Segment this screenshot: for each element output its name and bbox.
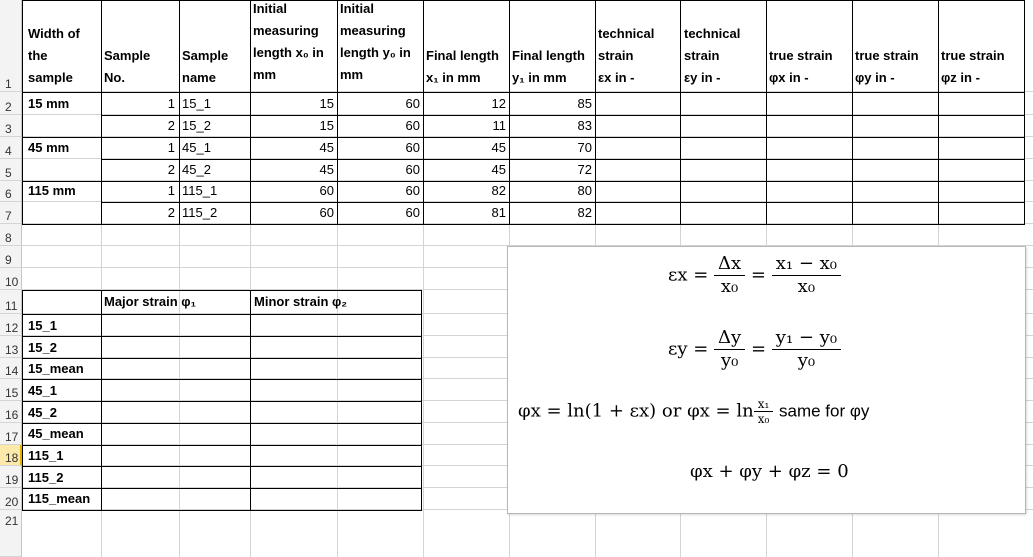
- row-header-12[interactable]: 12: [0, 314, 22, 336]
- row-header-13[interactable]: 13: [0, 336, 22, 358]
- header-tech-strain-y: technical strain εy in -: [684, 26, 741, 85]
- row-header-11[interactable]: 11: [0, 290, 22, 314]
- border-line: [22, 401, 422, 402]
- row-header-16[interactable]: 16: [0, 401, 22, 423]
- row-header-6[interactable]: 6: [0, 181, 22, 202]
- header-major-strain: Major strain φ₁: [104, 294, 196, 309]
- header-final-y1: Final length y₁ in mm: [512, 48, 585, 85]
- cell-x0[interactable]: 60: [319, 183, 334, 198]
- grid-row: [22, 224, 1033, 246]
- cell-x0[interactable]: 60: [319, 205, 334, 220]
- formula-eps-x: εx = $\frac{\Delta x}{\text{x₀}}$ = $\frac{\text{x₁ − x₀}}{\text{x₀}}$: [668, 253, 841, 298]
- header-final-x1: Final length x₁ in mm: [426, 48, 499, 85]
- cell-sample-name[interactable]: 115_2: [182, 205, 218, 220]
- cell-sample-no[interactable]: 2: [167, 205, 175, 220]
- strain-row-label[interactable]: 45_mean: [28, 426, 84, 441]
- row-header-8[interactable]: 8: [0, 224, 22, 246]
- cell-y1[interactable]: 85: [577, 96, 592, 111]
- header-minor-strain: Minor strain φ₂: [254, 294, 348, 309]
- cell-x1[interactable]: 45: [491, 140, 506, 155]
- header-true-strain-y: true strain φy in -: [855, 48, 919, 85]
- cell-sample-name[interactable]: 115_1: [182, 183, 218, 198]
- strain-row-label[interactable]: 115_1: [28, 448, 64, 463]
- border-line: [22, 466, 422, 467]
- cell-x1[interactable]: 82: [491, 183, 506, 198]
- row-header-14[interactable]: 14: [0, 358, 22, 379]
- cell-sample-no[interactable]: 1: [167, 140, 175, 155]
- strain-row-label[interactable]: 115_2: [28, 470, 64, 485]
- row-header-2[interactable]: 2: [0, 92, 22, 115]
- row-header-15[interactable]: 15: [0, 379, 22, 401]
- cell-y0[interactable]: 60: [405, 183, 420, 198]
- cell-y1[interactable]: 82: [577, 205, 592, 220]
- header-tech-strain-x: technical strain εx in -: [598, 26, 655, 85]
- row-header-17[interactable]: 17: [0, 423, 22, 445]
- cell-sample-no[interactable]: 1: [167, 96, 175, 111]
- header-true-strain-z: true strain φz in -: [941, 48, 1005, 85]
- strain-row-label[interactable]: 115_mean: [28, 491, 91, 506]
- border-line: [595, 0, 596, 225]
- border-line: [22, 314, 422, 315]
- cell-sample-name[interactable]: 45_1: [182, 140, 211, 155]
- strain-row-label[interactable]: 15_2: [28, 340, 57, 355]
- border-line: [22, 92, 1025, 93]
- cell-y1[interactable]: 72: [577, 162, 592, 177]
- cell-sample-name[interactable]: 45_2: [182, 162, 211, 177]
- cell-y0[interactable]: 60: [405, 162, 420, 177]
- cell-x1[interactable]: 11: [492, 118, 506, 133]
- cell-y0[interactable]: 60: [405, 205, 420, 220]
- cell-x1[interactable]: 45: [491, 162, 506, 177]
- cell-sample-no[interactable]: 2: [167, 118, 175, 133]
- border-line: [852, 0, 853, 225]
- header-initial-y0: Initial measuring length y₀ in mm: [340, 1, 411, 82]
- cell-x0[interactable]: 15: [319, 118, 334, 133]
- header-sample-name: Sample name: [182, 48, 229, 85]
- border-line: [22, 336, 422, 337]
- strain-row-label[interactable]: 15_mean: [28, 361, 84, 376]
- row-header-21[interactable]: 21: [0, 510, 22, 557]
- row-header-4[interactable]: 4: [0, 137, 22, 159]
- header-initial-x0: Initial measuring length x₀ in mm: [253, 1, 324, 82]
- cell-width-15[interactable]: 15 mm: [28, 96, 70, 111]
- cell-x0[interactable]: 45: [319, 162, 334, 177]
- strain-row-label[interactable]: 15_1: [28, 318, 57, 333]
- row-header-20[interactable]: 20: [0, 488, 22, 510]
- row-header-3[interactable]: 3: [0, 115, 22, 137]
- cell-x0[interactable]: 45: [319, 140, 334, 155]
- cell-width-45[interactable]: 45 mm: [28, 140, 70, 155]
- row-header-1[interactable]: 1: [0, 0, 22, 92]
- cell-y1[interactable]: 70: [577, 140, 592, 155]
- formula-box[interactable]: [507, 246, 1026, 514]
- cell-sample-name[interactable]: 15_2: [182, 118, 211, 133]
- formula-sum: φx + φy + φz = 0: [690, 461, 849, 482]
- border-line: [22, 379, 422, 380]
- row-header-18[interactable]: 18: [0, 445, 22, 466]
- header-width: Width of the sample: [28, 26, 80, 85]
- border-line: [680, 0, 681, 225]
- border-line: [22, 445, 422, 446]
- cell-x1[interactable]: 12: [491, 96, 506, 111]
- row-header-10[interactable]: 10: [0, 268, 22, 290]
- cell-y0[interactable]: 60: [405, 96, 420, 111]
- header-sample-no: Sample No.: [104, 48, 151, 85]
- cell-x1[interactable]: 81: [491, 205, 506, 220]
- border-line: [179, 0, 180, 225]
- cell-y0[interactable]: 60: [405, 118, 420, 133]
- header-true-strain-x: true strain φx in -: [769, 48, 833, 85]
- row-header-5[interactable]: 5: [0, 159, 22, 181]
- formula-eps-y: εy = $\frac{\Delta y}{\text{y₀}}$ = $\frac{\text{y₁ − y₀}}{\text{y₀}}$: [668, 327, 841, 372]
- border-line: [938, 0, 939, 225]
- border-line: [766, 0, 767, 225]
- row-header-9[interactable]: 9: [0, 246, 22, 268]
- strain-row-label[interactable]: 45_1: [28, 383, 57, 398]
- cell-y0[interactable]: 60: [405, 140, 420, 155]
- cell-sample-no[interactable]: 2: [167, 162, 175, 177]
- cell-x0[interactable]: 15: [319, 96, 334, 111]
- cell-sample-no[interactable]: 1: [167, 183, 175, 198]
- row-header-19[interactable]: 19: [0, 466, 22, 488]
- formula-phi-x: φx = ln(1 + εx) or φx = ln $\frac{\text{x₁}}{\text{x₀}}$ same for φy: [518, 397, 870, 426]
- cell-sample-name[interactable]: 15_1: [182, 96, 211, 111]
- cell-y1[interactable]: 83: [577, 118, 592, 133]
- strain-row-label[interactable]: 45_2: [28, 405, 57, 420]
- row-header-7[interactable]: 7: [0, 202, 22, 224]
- cell-width-115[interactable]: 115 mm: [28, 183, 76, 198]
- cell-y1[interactable]: 80: [577, 183, 592, 198]
